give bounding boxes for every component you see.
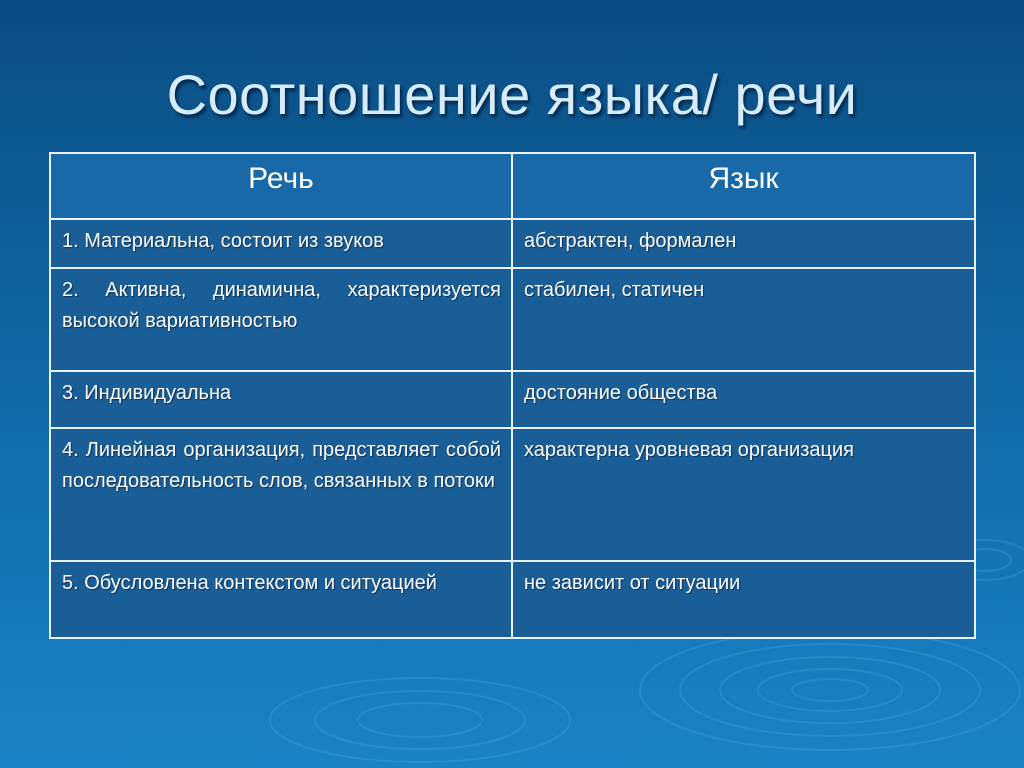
language-cell: характерна уровневая организация xyxy=(512,428,975,561)
speech-cell: 2. Активна, динамична, характеризуется высокой вариативностью xyxy=(50,268,512,371)
header-language: Язык xyxy=(512,153,975,219)
language-cell: не зависит от ситуации xyxy=(512,561,975,638)
comparison-table xyxy=(49,152,976,639)
table-row xyxy=(50,428,975,561)
speech-cell: 3. Индивидуальна xyxy=(50,371,512,428)
slide-title: Соотношение языка/ речи xyxy=(166,63,858,126)
table-header-row xyxy=(50,153,975,219)
table-row xyxy=(50,371,975,428)
table-row xyxy=(50,561,975,638)
table-row xyxy=(50,219,975,268)
language-cell: достояние общества xyxy=(512,371,975,428)
header-speech: Речь xyxy=(50,153,512,219)
comparison-table-container xyxy=(49,152,974,639)
table-row xyxy=(50,268,975,371)
speech-cell: 1. Материальна, состоит из звуков xyxy=(50,219,512,268)
speech-cell: 4. Линейная организация, представляет собой последовательность слов, связанных в потоки xyxy=(50,428,512,561)
speech-cell: 5. Обусловлена контекстом и ситуацией xyxy=(50,561,512,638)
language-cell: абстрактен, формален xyxy=(512,219,975,268)
language-cell: стабилен, статичен xyxy=(512,268,975,371)
